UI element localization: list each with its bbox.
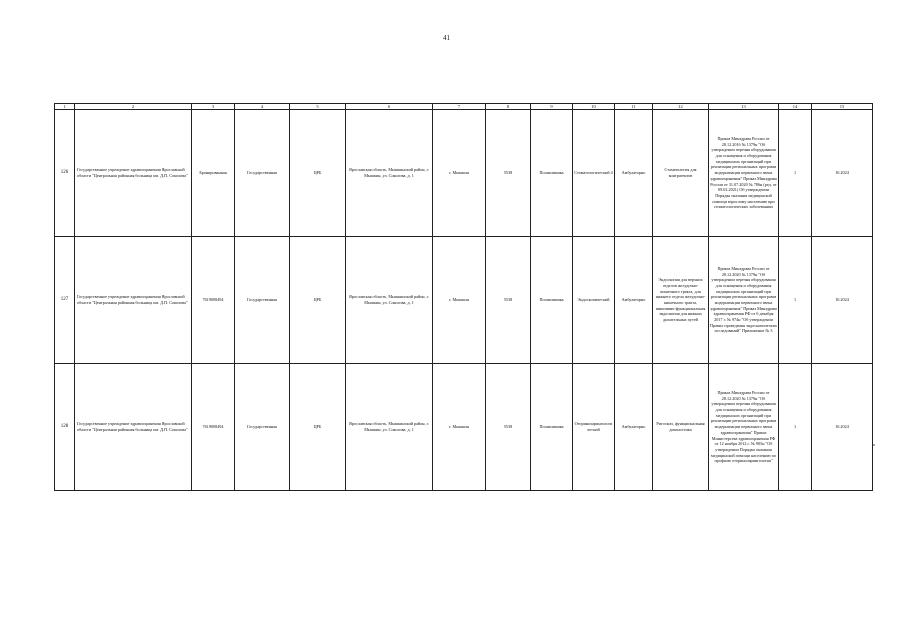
address-cell: Ярославская область, Мышкинский район, г. Мышкин, ул. Соколова, д. 1 xyxy=(346,237,433,364)
column-number: 6 xyxy=(346,104,433,110)
department-cell: Стоматологический 4 xyxy=(573,110,615,237)
inn-cell: Бронированная xyxy=(192,110,235,237)
unit-cell: Поликлиника xyxy=(531,364,573,491)
table-row xyxy=(55,237,873,364)
settlement-cell: г. Мышкин xyxy=(433,237,486,364)
department-cell: Оториноларингологический xyxy=(573,364,615,491)
settlement-cell: г. Мышкин xyxy=(433,364,486,491)
ownership-cell: Государственная xyxy=(235,110,290,237)
population-cell: 5538 xyxy=(486,237,531,364)
regulation-cell: Приказ Минздрава России от 28.12.2016 № 1379н "Об утверждении перечня оборудования для оснащения и оборудования медицинских организаций при реализации региональных программ модернизации первичного звена здравоохранения" Приказ Минздрава России от 31.07.2020 № 786н (ред. от 09.02.2021) Об утверждении Порядка оказания медицинской помощи взрослому населению при стоматологических заболеваниях xyxy=(709,110,779,237)
table-row xyxy=(55,364,873,491)
unit-cell: Поликлиника xyxy=(531,110,573,237)
date-cell: 10.2024 xyxy=(812,237,873,364)
facility-type-cell: ЦРБ xyxy=(290,110,346,237)
population-cell: 5538 xyxy=(486,110,531,237)
date-cell: 10.2024 xyxy=(812,364,873,491)
column-number: 1 xyxy=(55,104,75,110)
column-number: 5 xyxy=(290,104,346,110)
quantity-cell: 1 xyxy=(779,364,812,491)
column-number: 14 xyxy=(779,104,812,110)
ownership-cell: Государственная xyxy=(235,237,290,364)
regulation-cell: Приказ Минздрава России от 28.12.2020 № 1379н "Об утверждении перечня оборудования для оснащения и оборудования медицинских организаций при реализации региональных программ модернизации первичного звена здравоохранения" Приказ Министерства здравоохранения РФ от 12 ноября 2012 г. № 905н "Об утверждении Порядка оказания медицинской помощи населению по профилю оториноларингология" xyxy=(709,364,779,491)
column-number: 12 xyxy=(653,104,709,110)
inn-cell: 7619008494 xyxy=(192,237,235,364)
organization-name: Государственное учреждение здравоохранения Ярославской области "Центральная районная больница им. Д.П. Соколова" xyxy=(75,237,192,364)
department-cell: Эндоскопический xyxy=(573,237,615,364)
column-number: 3 xyxy=(192,104,235,110)
date-cell: 10.2024 xyxy=(812,110,873,237)
quantity-cell: 1 xyxy=(779,237,812,364)
row-number: 128 xyxy=(55,364,75,491)
column-number: 9 xyxy=(531,104,573,110)
facility-type-cell: ЦРБ xyxy=(290,364,346,491)
equipment-cell: Эндоскопия для верхних отделов желудочно-кишечного тракта, для нижнего отдела желудочно-кишечного тракта, инвазивно-функциональная эндоскопия для нижних дыхательных путей xyxy=(653,237,709,364)
organization-name: Государственное учреждение здравоохранения Ярославской области "Центральная районная больница им. Д.П. Соколова" xyxy=(75,364,192,491)
column-number: 10 xyxy=(573,104,615,110)
column-number: 7 xyxy=(433,104,486,110)
page-number: 41 xyxy=(443,34,450,42)
column-number: 4 xyxy=(235,104,290,110)
care-form-cell: Амбулаторно xyxy=(615,237,653,364)
population-cell: 5538 xyxy=(486,364,531,491)
scan-speck xyxy=(873,444,875,446)
address-cell: Ярославская область, Мышкинский район, г. Мышкин, ул. Соколова, д. 1 xyxy=(346,110,433,237)
row-number: 127 xyxy=(55,237,75,364)
regulation-cell: Приказ Минздрава России от 28.12.2020 № 1379н "Об утверждении перечня оборудования для оснащения и оборудования медицинских организаций при реализации региональных программ модернизации первичного звена здравоохранения" Приказ Минздрава здравоохранения РФ от 6 декабря 2017 г. № 974н "Об утверждении Правил проведения эндоскопических исследований" Приложение № 3 xyxy=(709,237,779,364)
column-number: 13 xyxy=(709,104,779,110)
settlement-cell: г. Мышкин xyxy=(433,110,486,237)
facility-type-cell: ЦРБ xyxy=(290,237,346,364)
column-number: 15 xyxy=(812,104,873,110)
column-number: 11 xyxy=(615,104,653,110)
equipment-cell: Стоматология для контрагентов xyxy=(653,110,709,237)
equipment-cell: Ригоскоп, функциональная диагностика xyxy=(653,364,709,491)
row-number: 126 xyxy=(55,110,75,237)
unit-cell: Поликлиника xyxy=(531,237,573,364)
table-row xyxy=(55,110,873,237)
column-number: 8 xyxy=(486,104,531,110)
quantity-cell: 1 xyxy=(779,110,812,237)
ownership-cell: Государственная xyxy=(235,364,290,491)
address-cell: Ярославская область, Мышкинский район, г. Мышкин, ул. Соколова, д. 1 xyxy=(346,364,433,491)
care-form-cell: Амбулаторно xyxy=(615,364,653,491)
column-number: 2 xyxy=(75,104,192,110)
organization-name: Государственное учреждение здравоохранения Ярославской области "Центральная районная больница им. Д.П. Соколова" xyxy=(75,110,192,237)
equipment-registry-table xyxy=(54,103,873,491)
care-form-cell: Амбулаторно xyxy=(615,110,653,237)
inn-cell: 7619008494 xyxy=(192,364,235,491)
